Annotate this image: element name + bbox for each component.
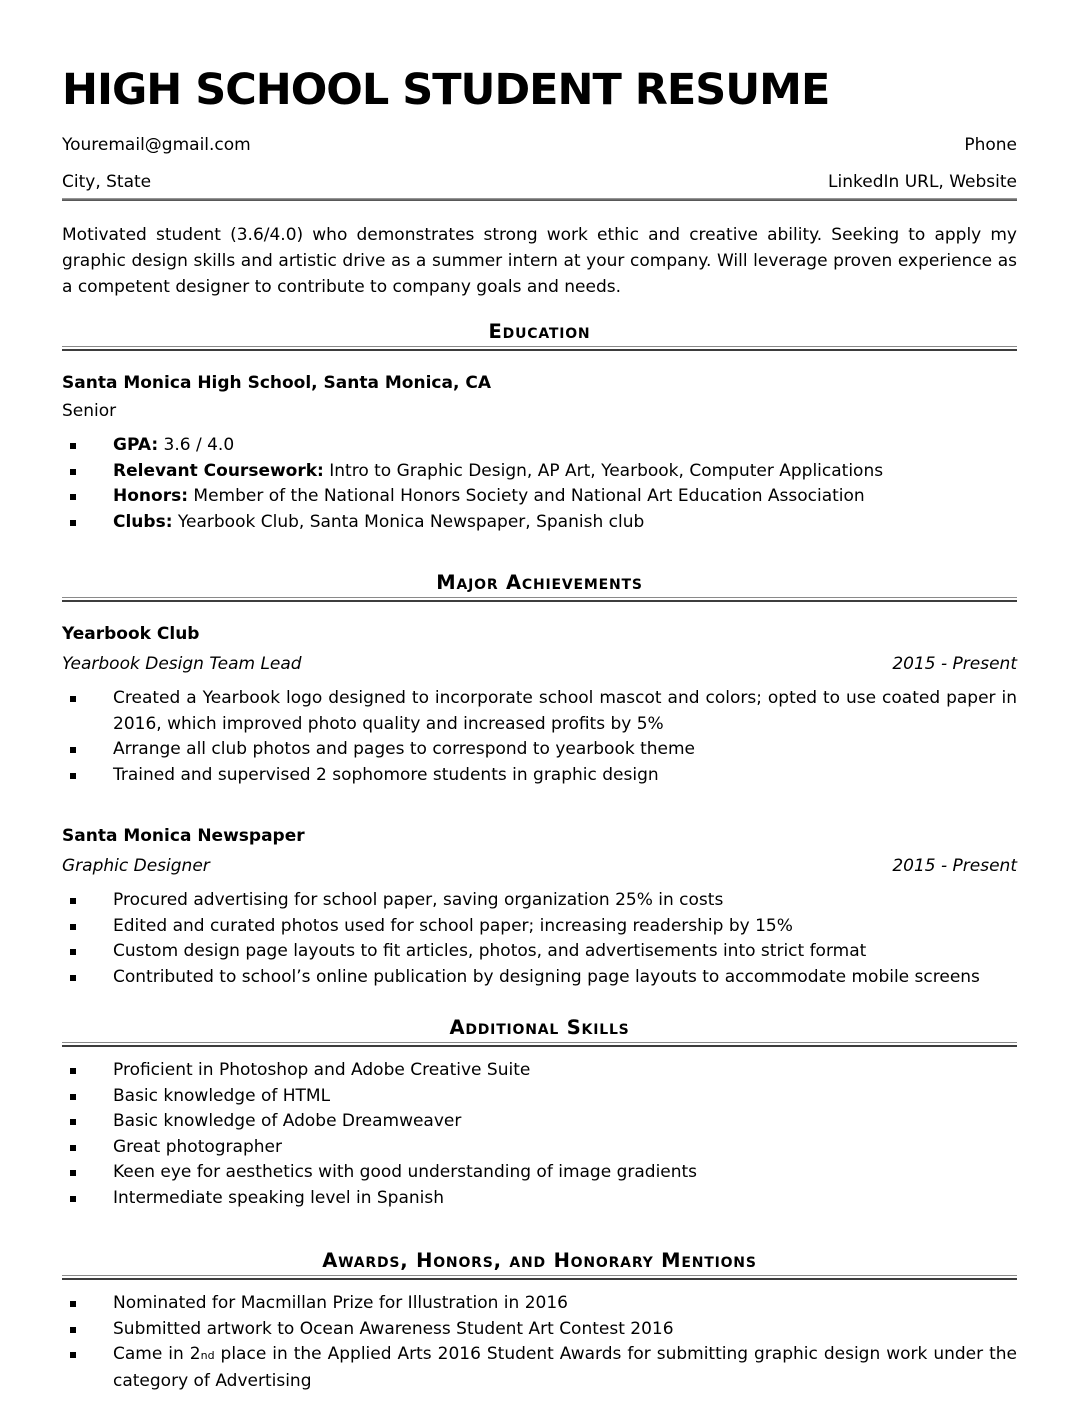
list-item: Intermediate speaking level in Spanish: [62, 1186, 1017, 1212]
organization-name: Yearbook Club: [62, 624, 200, 645]
list-item: Edited and curated photos used for school paper; increasing readership by 15%: [62, 914, 1017, 940]
skills-bullet-list: [62, 1058, 1017, 1211]
date-range: 2015 - Present: [892, 856, 1017, 877]
role-title: Graphic Designer: [62, 856, 210, 877]
contact-divider: [62, 198, 1017, 201]
bullet-text: Member of the National Honors Society and National Art Education Association: [188, 486, 865, 507]
list-item: Arrange all club photos and pages to correspond to yearbook theme: [62, 737, 1017, 763]
bullet-label: Relevant Coursework:: [113, 460, 324, 481]
list-item: [62, 433, 1017, 459]
list-item: Keen eye for aesthetics with good understanding of image gradients: [62, 1160, 1017, 1186]
bullet-text: Yearbook Club, Santa Monica Newspaper, Spanish club: [172, 511, 645, 532]
bullet-text: place in the Applied Arts 2016 Student Awards for submitting graphic design work under the category of Advertising: [113, 1344, 1017, 1391]
bullet-text: Intro to Graphic Design, AP Art, Yearbook, Computer Applications: [323, 460, 884, 481]
section-heading-awards: Awards, Honors, and Honorary Mentions: [322, 1249, 757, 1273]
list-item: [62, 484, 1017, 510]
list-item: Created a Yearbook logo designed to incorporate school mascot and colors; opted to use coated paper in 2016, which improved photo quality and increased profits by 5%: [62, 686, 1017, 737]
role-title: Yearbook Design Team Lead: [62, 654, 302, 675]
page-title: HIGH SCHOOL STUDENT RESUME: [62, 65, 830, 115]
role-row: [62, 856, 1017, 877]
contact-phone: Phone: [964, 135, 1017, 155]
bullet-text: Came in 2: [113, 1344, 201, 1365]
contact-row-1: [62, 135, 1017, 156]
contact-email: Youremail@gmail.com: [62, 135, 251, 155]
section-heading-skills: Additional Skills: [449, 1016, 630, 1040]
section-divider: [62, 1275, 1017, 1280]
contact-location: City, State: [62, 172, 152, 192]
ordinal-suffix: nd: [200, 1349, 215, 1363]
list-item: Custom design page layouts to fit articles, photos, and advertisements into strict format: [62, 939, 1017, 965]
list-item: Trained and supervised 2 sophomore students in graphic design: [62, 763, 1017, 789]
organization-name: Santa Monica Newspaper: [62, 826, 305, 847]
section-divider: [62, 1042, 1017, 1047]
contact-row-2: [62, 172, 1017, 193]
objective-paragraph: Motivated student (3.6/4.0) who demonstrates strong work ethic and creative ability. Seeking to apply my graphic design skills and artistic drive as a summer intern at your company. Will leverage proven experience as a competent designer to contribute to company goals and needs.: [62, 225, 1017, 297]
list-item: Nominated for Macmillan Prize for Illustration in 2016: [62, 1291, 1017, 1317]
list-item: Basic knowledge of Adobe Dreamweaver: [62, 1109, 1017, 1135]
education-bullet-list: [62, 433, 1017, 535]
list-item: [62, 459, 1017, 485]
section-divider: [62, 346, 1017, 351]
experience-entry: [62, 624, 1017, 788]
achievement-bullet-list: [62, 888, 1017, 990]
role-row: [62, 654, 1017, 675]
achievement-bullet-list: [62, 686, 1017, 788]
section-divider: [62, 597, 1017, 602]
list-item: Procured advertising for school paper, saving organization 25% in costs: [62, 888, 1017, 914]
bullet-label: GPA:: [113, 435, 159, 456]
grade-level: Senior: [62, 401, 117, 422]
bullet-text: 3.6 / 4.0: [158, 435, 235, 456]
list-item: [62, 510, 1017, 536]
bullet-label: Honors:: [113, 486, 188, 507]
list-item: Basic knowledge of HTML: [62, 1084, 1017, 1110]
date-range: 2015 - Present: [892, 654, 1017, 675]
list-item: Contributed to school’s online publication by designing page layouts to accommodate mobile screens: [62, 965, 1017, 991]
experience-entry: [62, 826, 1017, 990]
section-heading-achievements: Major Achievements: [436, 571, 643, 595]
contact-links: LinkedIn URL, Website: [828, 172, 1017, 192]
school-name: Santa Monica High School, Santa Monica, CA: [62, 373, 491, 394]
list-item: Great photographer: [62, 1135, 1017, 1161]
list-item: Proficient in Photoshop and Adobe Creative Suite: [62, 1058, 1017, 1084]
list-item: [62, 1342, 1017, 1394]
awards-bullet-list: [62, 1291, 1017, 1394]
section-heading-education: Education: [488, 320, 591, 344]
bullet-label: Clubs:: [113, 511, 173, 532]
list-item: Submitted artwork to Ocean Awareness Student Art Contest 2016: [62, 1317, 1017, 1343]
